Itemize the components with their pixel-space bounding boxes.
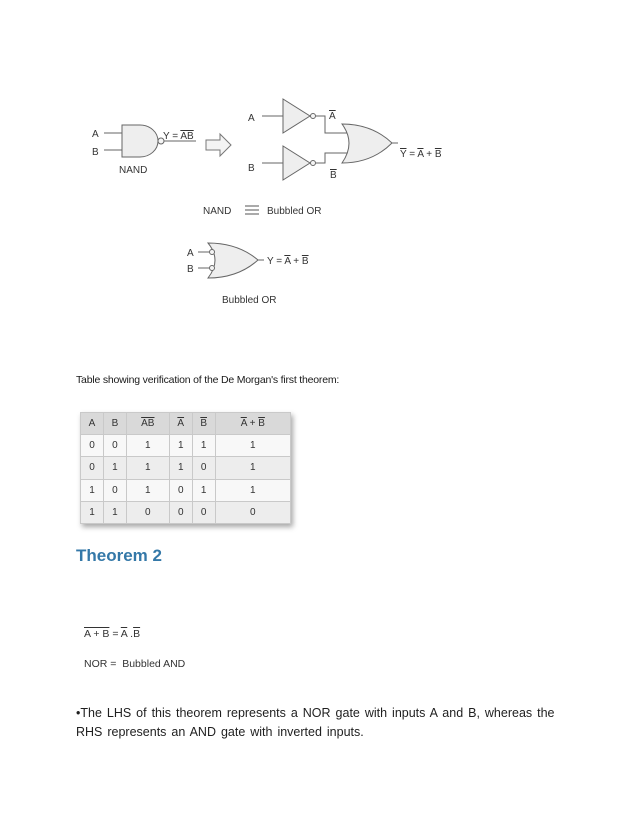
header-not-a: $\overline{A}$ bbox=[169, 413, 192, 435]
or-gate bbox=[342, 124, 392, 163]
right-input-b: B bbox=[248, 163, 255, 174]
bubbled-output-plus: + bbox=[290, 256, 302, 267]
truth-table-container bbox=[80, 412, 291, 524]
svg-text:Y = AB bbox=[163, 131, 194, 142]
nand-label: NAND bbox=[119, 165, 148, 176]
header-b: B bbox=[103, 413, 126, 435]
equiv-right-label: Bubbled OR bbox=[267, 206, 322, 217]
bubbled-or-gate bbox=[208, 243, 258, 278]
header-not-a-plus-not-b: $\overline{A} + \overline{B}$ bbox=[215, 413, 290, 435]
table-caption: Table showing verification of the De Morgan's first theorem: bbox=[76, 374, 340, 386]
header-rhs-b: $\overline{B}$ bbox=[258, 418, 265, 430]
theorem-2-equation bbox=[84, 628, 140, 640]
truth-table bbox=[80, 412, 291, 524]
table-cell: 1 bbox=[215, 479, 290, 501]
table-row bbox=[81, 501, 291, 523]
not-gate-a bbox=[283, 99, 316, 133]
table-cell: 0 bbox=[169, 501, 192, 523]
right-not-b: B bbox=[330, 170, 337, 181]
table-cell: 0 bbox=[103, 435, 126, 457]
svg-text:Y = A + B bbox=[267, 256, 309, 267]
nand-input-a: A bbox=[92, 129, 99, 140]
theorem-2-eq: = bbox=[109, 628, 121, 640]
header-a: A bbox=[81, 413, 104, 435]
table-header-row bbox=[81, 413, 291, 435]
bubbled-label: Bubbled OR bbox=[222, 295, 277, 306]
table-row bbox=[81, 479, 291, 501]
bubbled-input-b: B bbox=[187, 264, 194, 275]
bubbled-output-b: B bbox=[301, 256, 309, 267]
table-cell: 1 bbox=[192, 479, 215, 501]
bubbled-output-lhs: Y = bbox=[267, 256, 285, 267]
bubbled-input-a: A bbox=[187, 248, 194, 259]
right-output-plus: + bbox=[426, 149, 433, 160]
table-row bbox=[81, 435, 291, 457]
header-rhs-a: $\overline{A}$ bbox=[240, 418, 247, 430]
right-not-a: A bbox=[329, 111, 336, 122]
nand-equivalence-diagram bbox=[0, 0, 638, 340]
right-input-a: A bbox=[248, 113, 255, 124]
table-row bbox=[81, 457, 291, 479]
equiv-left-label: NAND bbox=[203, 206, 232, 217]
table-cell: 0 bbox=[81, 435, 104, 457]
right-output-eq: = bbox=[409, 149, 416, 160]
table-cell: 0 bbox=[192, 457, 215, 479]
table-cell: 1 bbox=[103, 457, 126, 479]
table-cell: 1 bbox=[103, 501, 126, 523]
table-cell: 1 bbox=[215, 435, 290, 457]
theorem-2-rhs-a: $\overline{A}$ bbox=[120, 628, 128, 640]
table-cell: 0 bbox=[81, 457, 104, 479]
table-cell: 1 bbox=[126, 435, 169, 457]
bubbled-output-a: A bbox=[284, 256, 291, 267]
nand-output-lhs: Y = bbox=[163, 131, 181, 142]
nor-bubbled-and-line: NOR = Bubbled AND bbox=[84, 658, 186, 670]
table-cell: 1 bbox=[126, 457, 169, 479]
not-gate-b bbox=[283, 146, 316, 180]
nand-gate bbox=[122, 125, 164, 157]
table-cell: 1 bbox=[169, 435, 192, 457]
table-cell: 0 bbox=[126, 501, 169, 523]
theorem-2-rhs-b: $\overline{B}$ bbox=[133, 628, 141, 640]
table-cell: 1 bbox=[81, 479, 104, 501]
right-output-a: A bbox=[417, 149, 424, 160]
table-cell: 1 bbox=[81, 501, 104, 523]
explanation-paragraph: •The LHS of this theorem represents a NOR gate with inputs A and B, whereas the RHS represents an AND gate with inverted inputs. bbox=[76, 706, 555, 739]
header-not-b: $\overline{B}$ bbox=[192, 413, 215, 435]
nand-output-expr: AB bbox=[180, 131, 194, 142]
nand-input-b: B bbox=[92, 147, 99, 158]
table-cell: 0 bbox=[215, 501, 290, 523]
theorem-2-lhs: A + B bbox=[84, 628, 110, 640]
svg-text:Y = A + B bbox=[400, 149, 442, 160]
table-cell: 1 bbox=[126, 479, 169, 501]
table-cell: 1 bbox=[169, 457, 192, 479]
theorem-2-heading: Theorem 2 bbox=[76, 546, 162, 565]
equivalent-icon bbox=[245, 206, 259, 214]
table-cell: 0 bbox=[192, 501, 215, 523]
table-cell: 1 bbox=[192, 435, 215, 457]
table-cell: 0 bbox=[169, 479, 192, 501]
transform-arrow-icon bbox=[206, 134, 231, 156]
header-not-ab: $\overline{AB}$ bbox=[126, 413, 169, 435]
table-cell: 0 bbox=[103, 479, 126, 501]
table-cell: 1 bbox=[215, 457, 290, 479]
theorem-2-rhs-dot: . bbox=[127, 628, 134, 640]
right-output-y: Y bbox=[400, 149, 407, 160]
right-output-b: B bbox=[434, 149, 442, 160]
